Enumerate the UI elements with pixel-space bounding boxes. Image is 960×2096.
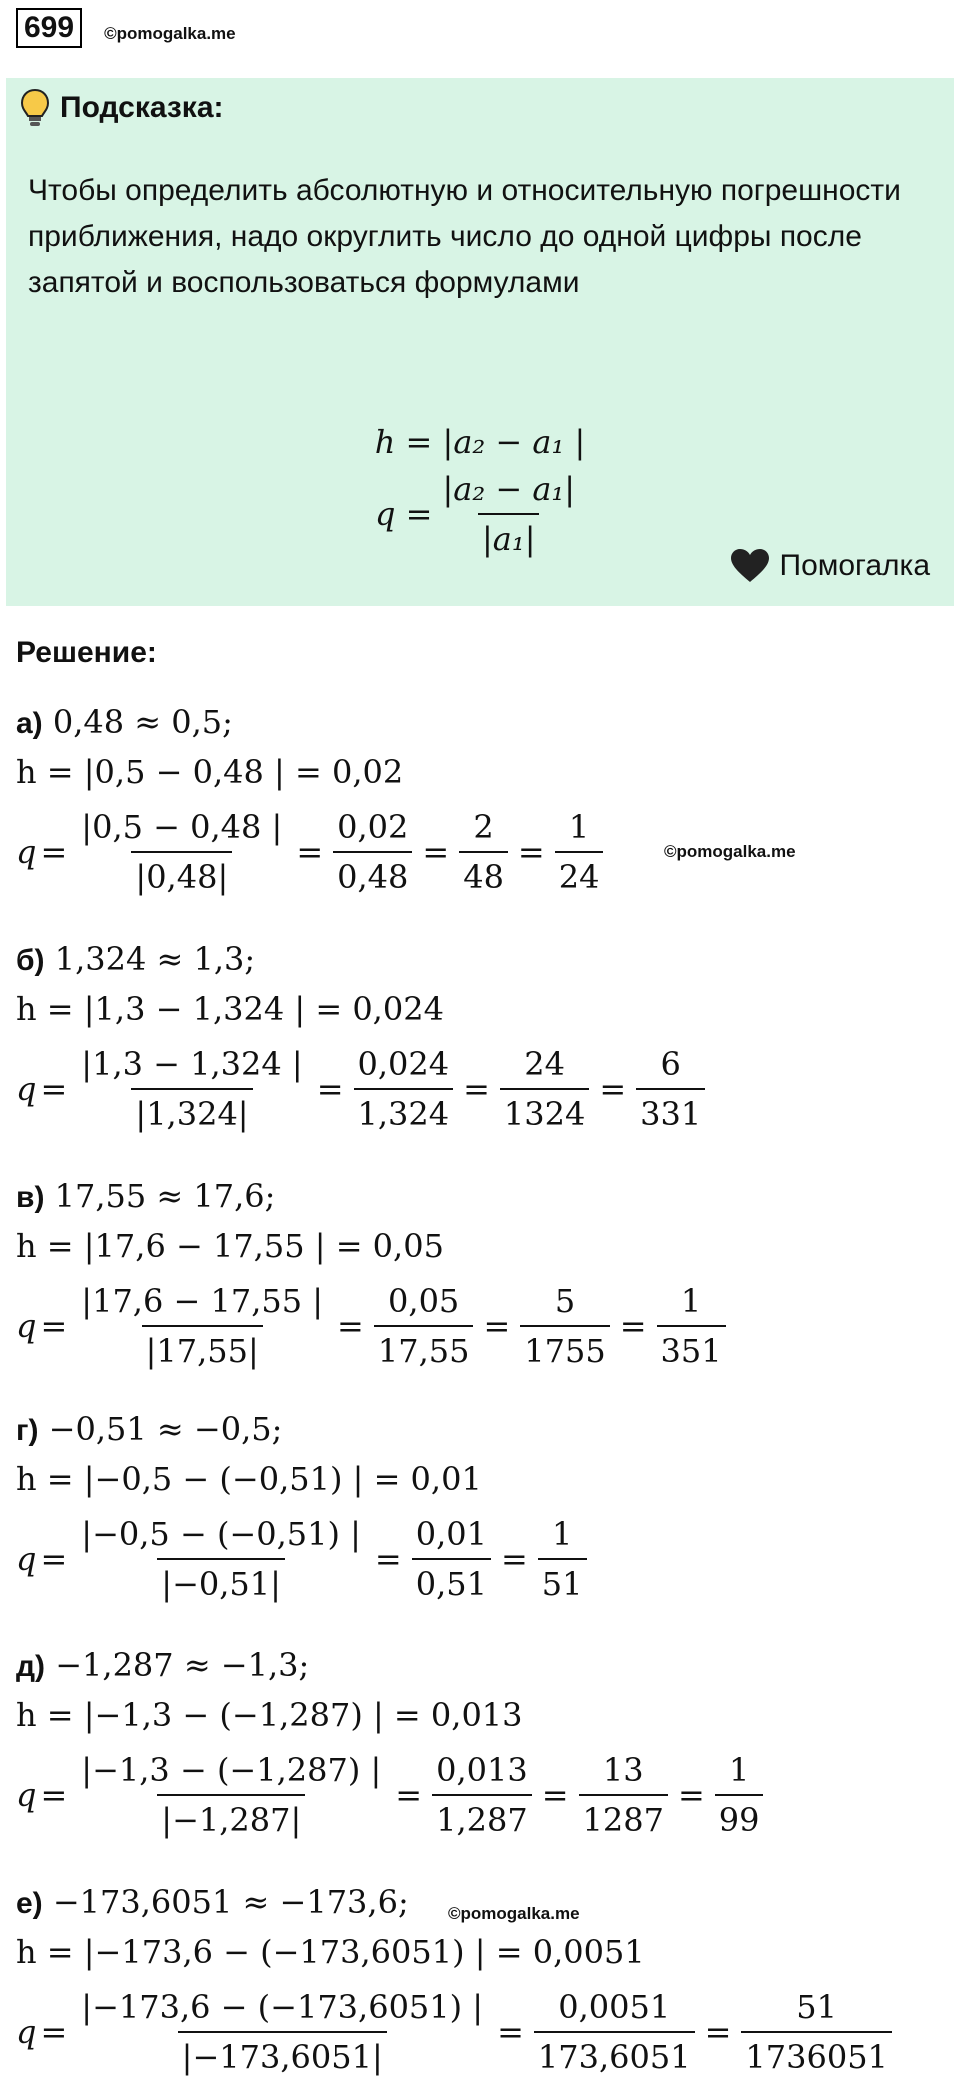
fraction [741, 1987, 892, 2077]
fraction [354, 1044, 454, 1134]
fraction-numerator: 0,05 [388, 1282, 460, 1320]
fraction [77, 1750, 385, 1840]
task-approximation: −173,6051 ≈ −173,6; [52, 1883, 409, 1921]
task-approx-line [16, 1172, 732, 1222]
fraction-denominator: 1755 [520, 1325, 609, 1371]
equals-sign: = [422, 833, 450, 871]
brand [730, 548, 931, 584]
watermark: ©pomogalka.me [104, 24, 236, 43]
fraction-denominator: |17,55| [142, 1325, 263, 1371]
task-rel-error [16, 1033, 711, 1145]
fraction-numerator: 13 [602, 1751, 644, 1789]
task-rel-error [16, 1270, 732, 1382]
equals-sign: = [500, 1540, 528, 1578]
task-approx-line [16, 1641, 769, 1691]
task-label: в) [16, 1181, 45, 1214]
fraction-denominator: 48 [459, 851, 508, 897]
fraction [333, 807, 412, 897]
equals-sign: = [541, 1776, 569, 1814]
fraction-numerator: 0,013 [436, 1751, 528, 1789]
task-approximation: 1,324 ≈ 1,3; [54, 940, 256, 978]
task-abs-error: h = |−1,3 − (−1,287) | = 0,013 [16, 1696, 523, 1734]
fraction [715, 1750, 764, 1840]
fraction [77, 1514, 365, 1604]
fraction-numerator: |−1,3 − (−1,287) | [81, 1751, 382, 1789]
task-block [16, 935, 711, 1145]
q-symbol: q [16, 833, 37, 871]
formula-h: h = |a₂ − a₁ | [374, 423, 586, 461]
fraction-numerator: |−173,6 − (−173,6051) | [81, 1988, 484, 2026]
task-block [16, 1641, 769, 1851]
q-symbol: q [16, 1307, 37, 1345]
watermark: ©pomogalka.me [664, 842, 796, 861]
hint-title-row [20, 86, 224, 130]
equals-sign: = [40, 833, 68, 871]
fraction-denominator: |−1,287| [157, 1794, 305, 1840]
q-symbol: q [16, 1776, 37, 1814]
task-approximation: −0,51 ≈ −0,5; [48, 1410, 283, 1448]
fraction-numerator: 0,0051 [558, 1988, 671, 2026]
fraction-denominator: 51 [538, 1558, 587, 1604]
q-symbol: q [16, 2013, 37, 2051]
equals-sign: = [40, 1307, 68, 1345]
task-label: б) [16, 944, 45, 977]
fraction [432, 1750, 532, 1840]
task-approx-line [16, 698, 609, 748]
fraction-numerator: |17,6 − 17,55 | [81, 1282, 324, 1320]
fraction [657, 1281, 726, 1371]
formula-q-lhs: q = [375, 495, 433, 533]
equals-sign: = [40, 2013, 68, 2051]
task-abs-error: h = |1,3 − 1,324 | = 0,024 [16, 990, 444, 1028]
task-approximation: 0,48 ≈ 0,5; [52, 703, 233, 741]
task-abs-error: h = |0,5 − 0,48 | = 0,02 [16, 753, 404, 791]
fraction [374, 1281, 474, 1371]
equals-sign: = [599, 1070, 627, 1108]
fraction-denominator: 1324 [500, 1088, 589, 1134]
task-approximation: 17,55 ≈ 17,6; [54, 1177, 276, 1215]
equals-sign: = [497, 2013, 524, 2051]
equals-sign: = [677, 1776, 705, 1814]
header [16, 6, 236, 50]
fraction-numerator: 1 [728, 1751, 750, 1789]
fraction-numerator: 51 [796, 1988, 837, 2026]
fraction-denominator: 351 [657, 1325, 726, 1371]
formula-q-denominator: |a₁| [478, 513, 539, 559]
task-block [16, 1405, 593, 1615]
task-abs-error: h = |17,6 − 17,55 | = 0,05 [16, 1227, 444, 1265]
equals-sign: = [483, 1307, 511, 1345]
lightbulb-icon [20, 88, 50, 128]
fraction [77, 807, 286, 897]
fraction [538, 1514, 587, 1604]
task-abs-error: h = |−0,5 − (−0,51) | = 0,01 [16, 1460, 482, 1498]
fraction-denominator: 1287 [579, 1794, 668, 1840]
fraction-numerator: 1 [680, 1282, 702, 1320]
task-approx-line [16, 935, 711, 985]
hint-box [6, 78, 954, 606]
fraction-denominator: 24 [555, 851, 604, 897]
task-label: г) [16, 1414, 39, 1447]
equals-sign: = [337, 1307, 364, 1345]
fraction [77, 1987, 487, 2077]
fraction-numerator: 24 [524, 1045, 565, 1083]
equals-sign: = [704, 2013, 732, 2051]
fraction [77, 1044, 306, 1134]
fraction-denominator: 1,287 [432, 1794, 532, 1840]
task-rel-error [16, 1739, 769, 1851]
task-rel-error [16, 1503, 593, 1615]
fraction-denominator: 99 [715, 1794, 764, 1840]
task-rel-error [16, 1976, 898, 2088]
fraction-numerator: |0,5 − 0,48 | [81, 808, 283, 846]
fraction-denominator: 1736051 [741, 2031, 892, 2077]
fraction [500, 1044, 589, 1134]
fraction-numerator: 0,024 [357, 1045, 450, 1083]
task-block [16, 698, 609, 908]
fraction-numerator: 0,02 [337, 808, 409, 846]
fraction-numerator: 1 [551, 1515, 573, 1553]
fraction-denominator: 0,51 [412, 1558, 491, 1604]
fraction-denominator: |−0,51| [157, 1558, 285, 1604]
task-label: д) [16, 1650, 46, 1683]
task-approx-line [16, 1405, 593, 1455]
fraction-numerator: 5 [554, 1282, 576, 1320]
task-block [16, 1172, 732, 1382]
fraction [77, 1281, 327, 1371]
equals-sign: = [296, 833, 324, 871]
task-abs-error: h = |−173,6 − (−173,6051) | = 0,0051 [16, 1933, 645, 1971]
formula-q-numerator: |a₂ − a₁| [442, 470, 575, 508]
equals-sign: = [40, 1776, 68, 1814]
fraction-numerator: |−0,5 − (−0,51) | [81, 1515, 361, 1553]
hint-text: Чтобы определить абсолютную и относительную погрешности приближения, надо округлить число до одной цифры после запятой и воспользоваться формулами [28, 174, 901, 299]
equals-sign: = [316, 1070, 344, 1108]
fraction-denominator: 17,55 [374, 1325, 474, 1371]
fraction [579, 1750, 668, 1840]
fraction-numerator: 0,01 [415, 1515, 487, 1553]
fraction [534, 1987, 695, 2077]
equals-sign: = [463, 1070, 490, 1108]
watermark: ©pomogalka.me [448, 1904, 580, 1923]
fraction-denominator: 0,48 [333, 851, 412, 897]
fraction [555, 807, 604, 897]
fraction-numerator: 6 [660, 1045, 681, 1083]
fraction-denominator: |−173,6051| [178, 2031, 387, 2077]
hint-formulas [6, 418, 954, 562]
equals-sign: = [395, 1776, 423, 1814]
task-label: е) [16, 1887, 43, 1920]
equals-sign: = [40, 1540, 68, 1578]
fraction-denominator: 331 [636, 1088, 705, 1134]
fraction [459, 807, 508, 897]
fraction [520, 1281, 609, 1371]
brand-name: Помогалка [779, 549, 930, 582]
fraction-numerator: 2 [473, 808, 494, 846]
fraction-denominator: 1,324 [354, 1088, 454, 1134]
fraction-denominator: |1,324| [131, 1088, 252, 1134]
fraction-denominator: 173,6051 [534, 2031, 695, 2077]
fraction-denominator: |0,48| [131, 851, 232, 897]
task-label: а) [16, 707, 43, 740]
equals-sign: = [619, 1307, 647, 1345]
fraction-numerator: |1,3 − 1,324 | [81, 1045, 303, 1083]
fraction-numerator: 1 [568, 808, 590, 846]
heart-icon [730, 548, 770, 584]
problem-number: 699 [16, 8, 82, 48]
solution-title: Решение: [16, 636, 157, 669]
q-symbol: q [16, 1070, 37, 1108]
formula-q-fraction [438, 469, 579, 559]
q-symbol: q [16, 1540, 37, 1578]
fraction [412, 1514, 491, 1604]
equals-sign: = [374, 1540, 402, 1578]
fraction [636, 1044, 705, 1134]
hint-title: Подсказка: [60, 91, 224, 124]
task-approximation: −1,287 ≈ −1,3; [55, 1646, 310, 1684]
equals-sign: = [517, 833, 545, 871]
equals-sign: = [40, 1070, 68, 1108]
task-rel-error [16, 796, 609, 908]
